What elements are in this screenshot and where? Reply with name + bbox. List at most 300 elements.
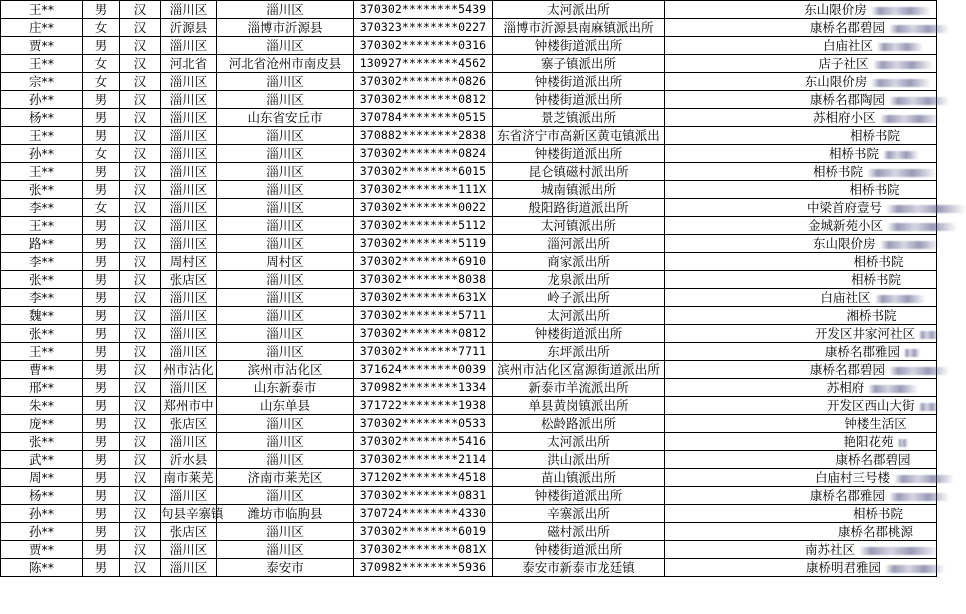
name-cell[interactable]: 陈** — [1, 559, 83, 577]
gender-cell[interactable]: 男 — [83, 91, 120, 109]
address-cell[interactable] — [665, 1, 937, 19]
name-cell[interactable]: 孙** — [1, 145, 83, 163]
police-station-cell[interactable]: 龙泉派出所 — [493, 271, 665, 289]
gender-cell[interactable]: 男 — [83, 109, 120, 127]
id-number-cell[interactable]: 370302********5439 — [354, 1, 493, 19]
redacted-blur — [868, 385, 918, 393]
district-cell[interactable]: 南市莱芜 — [161, 469, 217, 487]
address-cell[interactable] — [665, 343, 937, 361]
police-station-cell[interactable]: 寨子镇派出所 — [493, 55, 665, 73]
residence-cell[interactable]: 淄川区 — [217, 199, 354, 217]
name-cell[interactable]: 杨** — [1, 487, 83, 505]
gender-cell[interactable]: 男 — [83, 181, 120, 199]
id-number-cell[interactable]: 370982********1334 — [354, 379, 493, 397]
gender-cell[interactable]: 男 — [83, 379, 120, 397]
residence-cell[interactable]: 山东单县 — [217, 397, 354, 415]
redacted-blur — [871, 7, 931, 15]
table-row — [1, 217, 937, 235]
district-cell[interactable]: 淄川区 — [161, 343, 217, 361]
gender-cell[interactable]: 男 — [83, 361, 120, 379]
name-cell[interactable]: 曹** — [1, 361, 83, 379]
police-station-cell[interactable]: 钟楼街道派出所 — [493, 91, 665, 109]
address-text: 康桥明君雅园 — [806, 560, 882, 575]
name-cell[interactable]: 王** — [1, 127, 83, 145]
name-cell[interactable]: 路** — [1, 235, 83, 253]
residence-cell[interactable]: 淄川区 — [217, 163, 354, 181]
residence-cell[interactable]: 淄川区 — [217, 343, 354, 361]
name-cell[interactable]: 王** — [1, 343, 83, 361]
address-cell[interactable] — [665, 397, 937, 415]
id-number-cell[interactable]: 371722********1938 — [354, 397, 493, 415]
name-cell[interactable]: 王** — [1, 1, 83, 19]
gender-cell[interactable]: 男 — [83, 559, 120, 577]
district-cell[interactable]: 州市沾化 — [161, 361, 217, 379]
gender-cell[interactable]: 男 — [83, 289, 120, 307]
police-station-cell[interactable]: 东坪派出所 — [493, 343, 665, 361]
name-cell[interactable]: 李** — [1, 289, 83, 307]
redacted-blur — [889, 367, 949, 375]
police-station-cell[interactable]: 般阳路街道派出所 — [493, 199, 665, 217]
address-cell[interactable] — [665, 379, 937, 397]
address-text: 金城新苑小区 — [808, 218, 884, 233]
ethnicity-cell[interactable]: 汉 — [120, 343, 161, 361]
gender-cell[interactable]: 男 — [83, 433, 120, 451]
residence-cell[interactable]: 淄川区 — [217, 289, 354, 307]
id-number-cell[interactable]: 130927********4562 — [354, 55, 493, 73]
police-station-cell[interactable]: 松龄路派出所 — [493, 415, 665, 433]
address-cell[interactable] — [665, 91, 937, 109]
gender-cell[interactable]: 女 — [83, 19, 120, 37]
ethnicity-cell[interactable]: 汉 — [120, 487, 161, 505]
residence-cell[interactable]: 济南市莱芜区 — [217, 469, 354, 487]
id-number-cell[interactable]: 370302********7711 — [354, 343, 493, 361]
address-cell[interactable] — [665, 523, 937, 541]
id-number-cell[interactable]: 370323********0227 — [354, 19, 493, 37]
ethnicity-cell[interactable]: 汉 — [120, 19, 161, 37]
address-cell[interactable] — [665, 163, 937, 181]
district-cell[interactable]: 周村区 — [161, 253, 217, 271]
ethnicity-cell[interactable]: 汉 — [120, 505, 161, 523]
ethnicity-cell[interactable]: 汉 — [120, 451, 161, 469]
table-row — [1, 109, 937, 127]
address-cell[interactable] — [665, 37, 937, 55]
id-number-cell[interactable]: 370302********5416 — [354, 433, 493, 451]
district-cell[interactable]: 淄川区 — [161, 235, 217, 253]
district-cell[interactable]: 淄川区 — [161, 181, 217, 199]
ethnicity-cell[interactable]: 汉 — [120, 127, 161, 145]
police-station-cell[interactable]: 单县黄岗镇派出所 — [493, 397, 665, 415]
police-station-cell[interactable]: 城南镇派出所 — [493, 181, 665, 199]
address-cell[interactable] — [665, 451, 937, 469]
redacted-blur — [877, 43, 923, 51]
address-cell[interactable] — [665, 199, 937, 217]
gender-cell[interactable]: 女 — [83, 145, 120, 163]
id-number-cell[interactable]: 370302********0831 — [354, 487, 493, 505]
district-cell[interactable]: 张店区 — [161, 271, 217, 289]
residence-cell[interactable]: 泰安市 — [217, 559, 354, 577]
gender-cell[interactable]: 男 — [83, 217, 120, 235]
name-cell[interactable]: 贾** — [1, 541, 83, 559]
redacted-blur — [880, 115, 940, 123]
address-cell[interactable] — [665, 19, 937, 37]
gender-cell[interactable]: 男 — [83, 415, 120, 433]
district-cell[interactable]: 淄川区 — [161, 307, 217, 325]
ethnicity-cell[interactable]: 汉 — [120, 253, 161, 271]
ethnicity-cell[interactable]: 汉 — [120, 415, 161, 433]
address-cell[interactable] — [665, 469, 937, 487]
district-cell[interactable]: 淄川区 — [161, 73, 217, 91]
ethnicity-cell[interactable]: 汉 — [120, 145, 161, 163]
district-cell[interactable]: 淄川区 — [161, 541, 217, 559]
residence-cell[interactable]: 淄川区 — [217, 433, 354, 451]
address-cell[interactable] — [665, 559, 937, 577]
ethnicity-cell[interactable]: 汉 — [120, 469, 161, 487]
name-cell[interactable]: 王** — [1, 163, 83, 181]
address-cell[interactable] — [665, 73, 937, 91]
ethnicity-cell[interactable]: 汉 — [120, 541, 161, 559]
address-cell[interactable] — [665, 235, 937, 253]
id-number-cell[interactable]: 370882********2838 — [354, 127, 493, 145]
gender-cell[interactable]: 男 — [83, 37, 120, 55]
name-cell[interactable]: 孙** — [1, 91, 83, 109]
police-station-cell[interactable]: 钟楼街道派出所 — [493, 73, 665, 91]
residence-cell[interactable]: 河北省沧州市南皮县 — [217, 55, 354, 73]
district-cell[interactable]: 句县辛寨镇 — [161, 506, 224, 521]
id-number-cell[interactable]: 370302********0022 — [354, 199, 493, 217]
residence-cell[interactable]: 周村区 — [217, 253, 354, 271]
table-row — [1, 73, 937, 91]
district-cell[interactable]: 淄川区 — [161, 1, 217, 19]
id-number-cell[interactable]: 370302********0812 — [354, 325, 493, 343]
id-number-cell[interactable]: 371202********4518 — [354, 469, 493, 487]
gender-cell[interactable]: 男 — [83, 271, 120, 289]
gender-cell[interactable]: 男 — [83, 307, 120, 325]
id-number-cell[interactable]: 370724********4330 — [354, 505, 493, 523]
residence-cell[interactable]: 淄川区 — [217, 91, 354, 109]
address-cell[interactable] — [665, 181, 937, 199]
table-row — [1, 451, 937, 469]
name-cell[interactable]: 邢** — [1, 379, 83, 397]
gender-cell[interactable]: 男 — [83, 235, 120, 253]
name-cell[interactable]: 张** — [1, 433, 83, 451]
residence-cell[interactable]: 淄川区 — [217, 325, 354, 343]
id-number-cell[interactable]: 371624********0039 — [354, 361, 493, 379]
address-cell[interactable] — [665, 361, 937, 379]
address-cell[interactable] — [665, 253, 937, 271]
police-station-cell[interactable]: 太河派出所 — [493, 433, 665, 451]
ethnicity-cell[interactable]: 汉 — [120, 307, 161, 325]
table-row — [1, 559, 937, 577]
ethnicity-cell[interactable]: 汉 — [120, 1, 161, 19]
residence-cell[interactable]: 淄川区 — [217, 1, 354, 19]
district-cell[interactable]: 郑州市中 — [161, 397, 217, 415]
district-cell[interactable]: 淄川区 — [161, 487, 217, 505]
name-cell[interactable]: 李** — [1, 199, 83, 217]
police-station-cell[interactable]: 太河派出所 — [493, 307, 665, 325]
id-number-cell[interactable]: 370302********0824 — [354, 145, 493, 163]
address-cell[interactable] — [665, 217, 937, 235]
district-cell[interactable]: 淄川区 — [161, 289, 217, 307]
police-station-cell[interactable]: 岭子派出所 — [493, 289, 665, 307]
address-text: 相桥书院 — [828, 146, 879, 161]
gender-cell[interactable]: 男 — [83, 343, 120, 361]
police-station-cell[interactable]: 新泰市羊流派出所 — [493, 379, 665, 397]
redacted-blur — [873, 61, 933, 69]
residence-cell[interactable]: 山东新泰市 — [217, 379, 354, 397]
address-cell[interactable] — [665, 271, 937, 289]
ethnicity-cell[interactable]: 汉 — [120, 271, 161, 289]
name-cell[interactable]: 孙** — [1, 523, 83, 541]
ethnicity-cell[interactable]: 汉 — [120, 379, 161, 397]
gender-cell[interactable]: 男 — [83, 451, 120, 469]
name-cell[interactable]: 张** — [1, 271, 83, 289]
address-text: 南苏社区 — [805, 542, 856, 557]
address-cell[interactable] — [665, 325, 937, 343]
ethnicity-cell[interactable]: 汉 — [120, 361, 161, 379]
id-number-cell[interactable]: 370302********6910 — [354, 253, 493, 271]
address-cell[interactable] — [665, 541, 937, 559]
ethnicity-cell[interactable]: 汉 — [120, 523, 161, 541]
ethnicity-cell[interactable]: 汉 — [120, 109, 161, 127]
residence-cell[interactable]: 淄川区 — [217, 37, 354, 55]
gender-cell[interactable]: 男 — [83, 469, 120, 487]
district-cell[interactable]: 淄川区 — [161, 37, 217, 55]
address-text: 康桥名郡碧园 — [810, 20, 886, 35]
id-number-cell[interactable]: 370302********081X — [354, 541, 493, 559]
gender-cell[interactable]: 男 — [83, 163, 120, 181]
residence-cell[interactable]: 山东省安丘市 — [217, 109, 354, 127]
name-cell[interactable]: 张** — [1, 325, 83, 343]
police-station-cell[interactable]: 苗山镇派出所 — [493, 469, 665, 487]
address-cell[interactable] — [665, 289, 937, 307]
redacted-blur — [889, 493, 949, 501]
table-row — [1, 91, 937, 109]
redacted-blur — [889, 97, 949, 105]
district-cell[interactable]: 张店区 — [161, 523, 217, 541]
gender-cell[interactable]: 男 — [83, 487, 120, 505]
district-cell[interactable]: 淄川区 — [161, 559, 217, 577]
id-number-cell[interactable]: 370784********0515 — [354, 109, 493, 127]
table-row — [1, 361, 937, 379]
id-number-cell[interactable]: 370302********2114 — [354, 451, 493, 469]
ethnicity-cell[interactable]: 汉 — [120, 55, 161, 73]
id-number-cell[interactable]: 370302********8038 — [354, 271, 493, 289]
district-cell[interactable]: 淄川区 — [161, 379, 217, 397]
district-cell[interactable]: 河北省 — [161, 55, 217, 73]
table-row — [1, 343, 937, 361]
ethnicity-cell[interactable]: 汉 — [120, 397, 161, 415]
id-number-cell[interactable]: 370302********0826 — [354, 73, 493, 91]
name-cell[interactable]: 朱** — [1, 397, 83, 415]
name-cell[interactable]: 贾** — [1, 37, 83, 55]
district-cell[interactable]: 淄川区 — [161, 199, 217, 217]
police-station-cell[interactable]: 景芝镇派出所 — [493, 109, 665, 127]
district-cell[interactable]: 沂水县 — [161, 451, 217, 469]
police-station-cell[interactable]: 钟楼街道派出所 — [493, 541, 665, 559]
residence-cell[interactable]: 淄川区 — [217, 415, 354, 433]
district-cell[interactable]: 淄川区 — [161, 325, 217, 343]
residence-cell[interactable]: 淄川区 — [217, 181, 354, 199]
police-station-cell[interactable]: 东省济宁市高新区黄屯镇派出 — [493, 127, 665, 145]
address-text: 湘桥书院 — [846, 308, 897, 323]
police-station-cell[interactable]: 洪山派出所 — [493, 451, 665, 469]
name-cell[interactable]: 武** — [1, 451, 83, 469]
district-cell[interactable]: 沂源县 — [161, 19, 217, 37]
district-cell[interactable]: 淄川区 — [161, 127, 217, 145]
residence-cell[interactable]: 淄川区 — [217, 73, 354, 91]
address-cell[interactable] — [665, 307, 937, 325]
table-row — [1, 307, 937, 325]
gender-cell[interactable]: 女 — [83, 199, 120, 217]
table-row — [1, 415, 937, 433]
redacted-blur — [919, 331, 939, 339]
ethnicity-cell[interactable]: 汉 — [120, 91, 161, 109]
police-station-cell[interactable]: 商家派出所 — [493, 253, 665, 271]
gender-cell[interactable]: 男 — [83, 325, 120, 343]
district-cell[interactable]: 淄川区 — [161, 91, 217, 109]
ethnicity-cell[interactable]: 汉 — [120, 235, 161, 253]
table-row — [1, 127, 937, 145]
residence-cell[interactable]: 淄川区 — [217, 127, 354, 145]
address-text: 相桥书院 — [850, 272, 901, 287]
table-row — [1, 505, 937, 523]
id-number-cell[interactable]: 370302********631X — [354, 289, 493, 307]
gender-cell[interactable]: 男 — [83, 127, 120, 145]
residence-cell[interactable]: 淄川区 — [217, 451, 354, 469]
ethnicity-cell[interactable]: 汉 — [120, 217, 161, 235]
name-cell[interactable]: 王** — [1, 55, 83, 73]
gender-cell[interactable]: 女 — [83, 55, 120, 73]
district-cell[interactable]: 张店区 — [161, 415, 217, 433]
table-row — [1, 163, 937, 181]
address-cell[interactable] — [665, 433, 937, 451]
address-text: 康桥名郡雅园 — [810, 488, 886, 503]
police-station-cell[interactable]: 滨州市沾化区富源街道派出所 — [493, 361, 665, 379]
police-station-cell[interactable]: 辛寨派出所 — [493, 505, 665, 523]
gender-cell[interactable]: 男 — [83, 541, 120, 559]
address-text: 开发区井家河社区 — [815, 326, 916, 341]
residence-cell[interactable]: 淄川区 — [217, 217, 354, 235]
id-number-cell[interactable]: 370302********111X — [354, 181, 493, 199]
residence-cell[interactable]: 潍坊市临朐县 — [217, 505, 354, 523]
residence-cell[interactable]: 淄川区 — [217, 541, 354, 559]
district-cell[interactable]: 淄川区 — [161, 433, 217, 451]
address-text: 相桥书院 — [849, 128, 900, 143]
police-station-cell[interactable]: 淄博市沂源县南麻镇派出所 — [493, 19, 665, 37]
police-station-cell[interactable]: 钟楼街道派出所 — [493, 37, 665, 55]
ethnicity-cell[interactable]: 汉 — [120, 181, 161, 199]
police-station-cell[interactable]: 太河镇派出所 — [493, 217, 665, 235]
residence-cell[interactable]: 淄川区 — [217, 271, 354, 289]
address-cell[interactable] — [665, 505, 937, 523]
name-cell[interactable]: 王** — [1, 217, 83, 235]
gender-cell[interactable]: 男 — [83, 505, 120, 523]
records-body — [1, 1, 937, 577]
address-text: 相桥书院 — [852, 506, 903, 521]
ethnicity-cell[interactable]: 汉 — [120, 289, 161, 307]
name-cell[interactable]: 周** — [1, 469, 83, 487]
name-cell[interactable]: 庄** — [1, 19, 83, 37]
residence-cell[interactable]: 淄川区 — [217, 145, 354, 163]
gender-cell[interactable]: 男 — [83, 397, 120, 415]
address-cell[interactable] — [665, 55, 937, 73]
ethnicity-cell[interactable]: 汉 — [120, 199, 161, 217]
address-text: 钟楼生活区 — [844, 416, 907, 431]
id-number-cell[interactable]: 370302********5112 — [354, 217, 493, 235]
id-number-cell[interactable]: 370302********6015 — [354, 163, 493, 181]
police-station-cell[interactable]: 泰安市新泰市龙廷镇 — [493, 559, 665, 577]
redacted-blur — [871, 79, 931, 87]
address-text: 中梁首府壹号 — [807, 200, 883, 215]
district-cell[interactable]: 淄川区 — [161, 163, 217, 181]
police-station-cell[interactable]: 钟楼街道派出所 — [493, 325, 665, 343]
address-cell[interactable] — [665, 145, 937, 163]
residence-cell[interactable]: 淄川区 — [217, 523, 354, 541]
police-station-cell[interactable]: 钟楼街道派出所 — [493, 145, 665, 163]
address-text: 东山限价房 — [813, 236, 876, 251]
police-station-cell[interactable]: 太河派出所 — [493, 1, 665, 19]
police-station-cell[interactable]: 钟楼街道派出所 — [493, 487, 665, 505]
residence-cell[interactable]: 淄川区 — [217, 307, 354, 325]
name-cell[interactable]: 魏** — [1, 307, 83, 325]
gender-cell[interactable]: 男 — [83, 523, 120, 541]
table-row — [1, 523, 937, 541]
ethnicity-cell[interactable]: 汉 — [120, 73, 161, 91]
name-cell[interactable]: 庞** — [1, 415, 83, 433]
ethnicity-cell[interactable]: 汉 — [120, 37, 161, 55]
address-cell[interactable] — [665, 487, 937, 505]
residence-cell[interactable]: 淄川区 — [217, 235, 354, 253]
id-number-cell[interactable]: 370302********0812 — [354, 91, 493, 109]
district-cell[interactable]: 淄川区 — [161, 109, 217, 127]
id-number-cell[interactable]: 370302********5711 — [354, 307, 493, 325]
address-cell[interactable] — [665, 127, 937, 145]
residence-cell[interactable]: 淄博市沂源县 — [217, 19, 354, 37]
address-text: 康桥名郡陶园 — [810, 92, 886, 107]
name-cell[interactable]: 孙** — [1, 505, 83, 523]
name-cell[interactable]: 李** — [1, 253, 83, 271]
redacted-blur — [880, 241, 940, 249]
address-cell[interactable] — [665, 109, 937, 127]
district-cell[interactable]: 淄川区 — [161, 145, 217, 163]
address-text: 苏相府 — [826, 380, 865, 395]
gender-cell[interactable]: 男 — [83, 1, 120, 19]
ethnicity-cell[interactable]: 汉 — [120, 433, 161, 451]
gender-cell[interactable]: 男 — [83, 253, 120, 271]
police-station-cell[interactable]: 磁村派出所 — [493, 523, 665, 541]
name-cell[interactable]: 宗** — [1, 73, 83, 91]
id-number-cell[interactable]: 370982********5936 — [354, 559, 493, 577]
district-cell[interactable]: 淄川区 — [161, 217, 217, 235]
address-cell[interactable] — [665, 415, 937, 433]
redacted-blur — [867, 169, 937, 177]
name-cell[interactable]: 杨** — [1, 109, 83, 127]
ethnicity-cell[interactable]: 汉 — [120, 325, 161, 343]
residence-cell[interactable]: 淄川区 — [217, 487, 354, 505]
table-row — [1, 145, 937, 163]
ethnicity-cell[interactable]: 汉 — [120, 559, 161, 577]
gender-cell[interactable]: 女 — [83, 73, 120, 91]
id-number-cell[interactable]: 370302********0316 — [354, 37, 493, 55]
police-station-cell[interactable]: 昆仑镇磁村派出所 — [493, 163, 665, 181]
name-cell[interactable]: 张** — [1, 181, 83, 199]
residence-cell[interactable]: 滨州市沾化区 — [217, 361, 354, 379]
id-number-cell[interactable]: 370302********5119 — [354, 235, 493, 253]
id-number-cell[interactable]: 370302********6019 — [354, 523, 493, 541]
ethnicity-cell[interactable]: 汉 — [120, 163, 161, 181]
police-station-cell[interactable]: 淄河派出所 — [493, 235, 665, 253]
id-number-cell[interactable]: 370302********0533 — [354, 415, 493, 433]
